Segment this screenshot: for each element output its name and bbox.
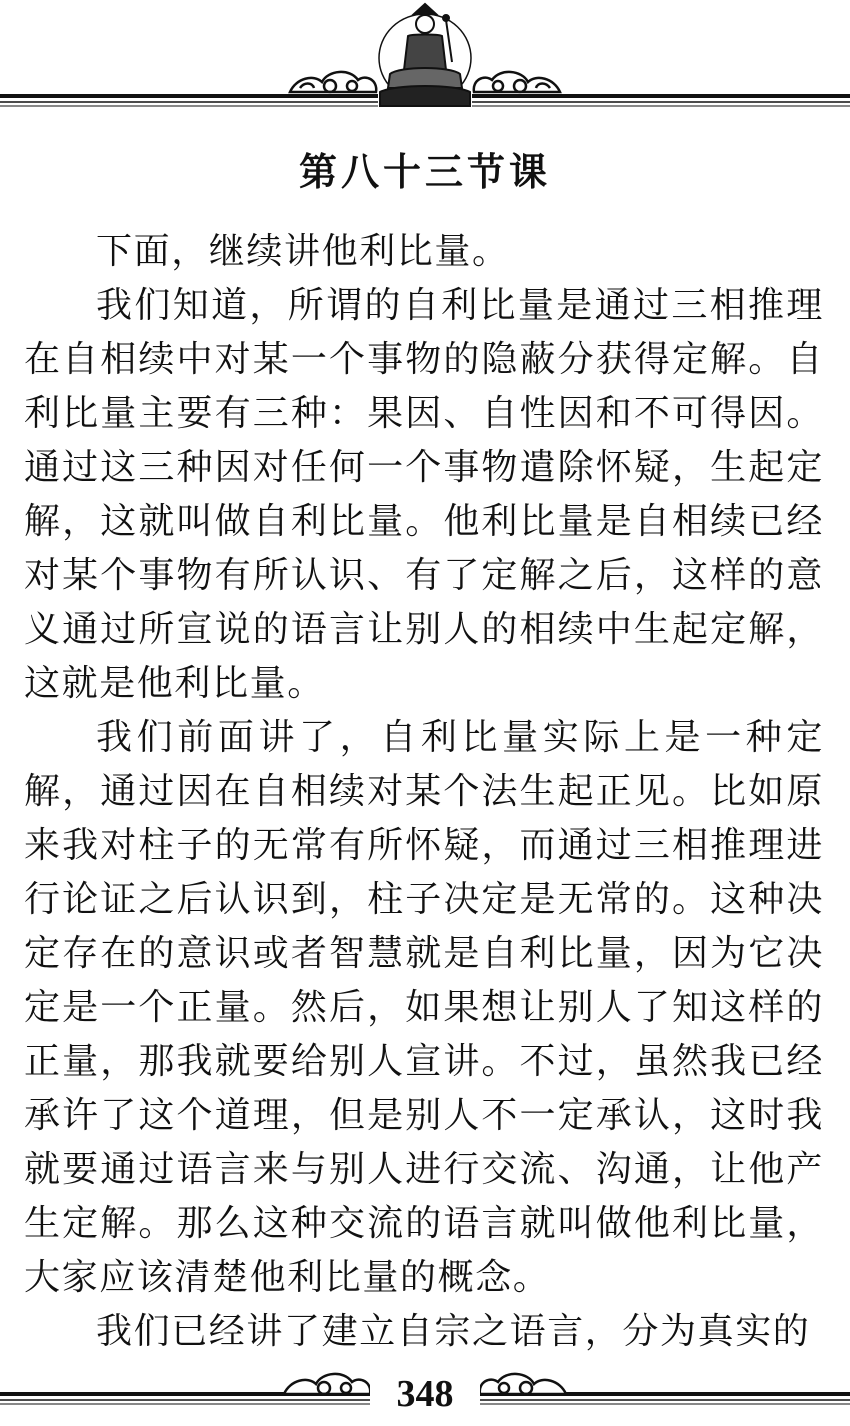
guru-figure-icon <box>379 4 471 106</box>
page-number: 348 <box>370 1372 480 1416</box>
header-ornament <box>0 0 850 120</box>
cloud-swirl-left-icon <box>290 72 376 92</box>
cloud-swirl-right-icon <box>480 1374 566 1394</box>
paragraph: 我们已经讲了建立自宗之语言，分为真实的 <box>96 1311 811 1352</box>
paragraph: 我们知道，所谓的自利比量是通过三相推理在自相续中对某一个事物的隐蔽分获得定解。自利比量主要有三种：果因、自性因和不可得因。通过这三种因对任何一个事物遣除怀疑，生起定解，这就叫做自利比量。他利比量是自相续已经对某个事物有所认识、有了定解之后，这样的意义通过所宣说的语言让别人的相续中生起定解，这就是他利比量。 <box>24 285 824 704</box>
page-header <box>0 0 850 120</box>
lesson-body <box>24 225 824 1359</box>
page-footer <box>0 1350 850 1426</box>
cloud-swirl-left-icon <box>284 1374 370 1394</box>
paragraph: 我们前面讲了，自利比量实际上是一种定解，通过因在自相续对某个法生起正见。比如原来我对柱子的无常有所怀疑，而通过三相推理进行论证之后认识到，柱子决定是无常的。这种决定存在的意识或者智慧就是自利比量，因为它决定是一个正量。然后，如果想让别人了知这样的正量，那我就要给别人宣讲。不过，虽然我已经承许了这个道理，但是别人不一定承认，这时我就要通过语言来与别人进行交流、沟通，让他产生定解。那么这种交流的语言就叫做他利比量，大家应该清楚他利比量的概念。 <box>24 717 824 1298</box>
paragraph: 下面，继续讲他利比量。 <box>96 231 510 272</box>
cloud-swirl-right-icon <box>474 72 560 92</box>
lesson-title: 第八十三节课 <box>298 149 551 194</box>
